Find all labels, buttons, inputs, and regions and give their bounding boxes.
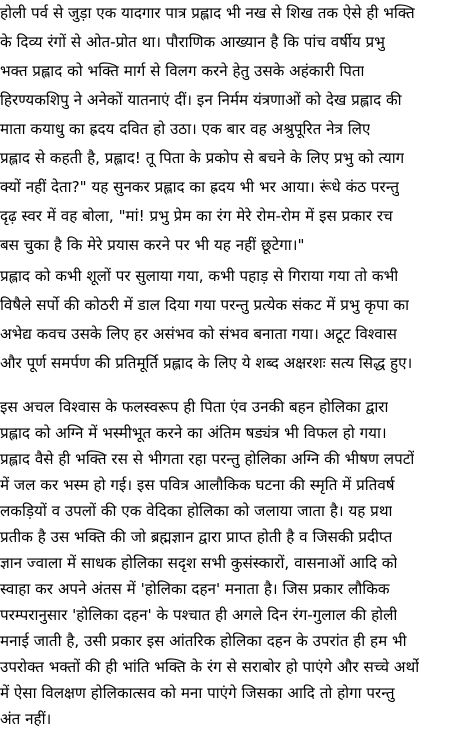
text-line: भक्त प्रह्लाद को भक्ति मार्ग से विलग करने हेतु उसके अहंकारी पिता	[0, 62, 365, 80]
text-line: क्यों नहीं देता?" यह सुनकर प्रह्लाद का ह्रदय भी भर आया। रूंधे कंठ परन्तु	[0, 178, 400, 196]
text-line: प्रह्लाद से कहती है, प्रह्लाद! तू पिता के प्रकोप से बचने के लिए प्रभु को त्याग	[0, 149, 405, 167]
text-line: ज्ञान ज्वाला में साधक होलिका सदृश सभी कुसंस्कारों, वासनाओं आदि को	[0, 554, 398, 572]
text-line: लकड़ियों व उपलों की एक वेदिका होलिका को जलाया जाता है। यह प्रथा	[0, 502, 393, 520]
text-line: माता कयाधु का ह्रदय दवित हो उठा। एक बार वह अश्रुपूरित नेत्र लिए	[0, 120, 371, 138]
text-line: मनाई जाती है, उसी प्रकार इस आंतरिक होलिका दहन के उपरांत ही हम भी	[0, 632, 407, 650]
text-line: और पूर्ण समर्पण की प्रतिमूर्ति प्रह्लाद के लिए ये शब्द अक्षरशः सत्य सिद्ध हुए।	[0, 354, 413, 372]
text-line: विषैले सर्पो की कोठरी में डाल दिया गया परन्तु प्रत्येक संकट में प्रभु कृपा का	[0, 296, 410, 314]
text-line: अंत नहीं।	[0, 710, 52, 728]
text-line: बस चुका है कि मेरे प्रयास करने पर भी यह नहीं छूटेगा।"	[0, 236, 305, 254]
text-line: प्रह्लाद वैसे ही भक्ति रस से भीगता रहा परन्तु होलिका अग्नि की भीषण लपटों	[0, 450, 415, 468]
text-line: होली पर्व से जुड़ा एक यादगार पात्र प्रह्लाद भी नख से शिख तक ऐसे ही भक्ति	[0, 4, 415, 22]
text-line: प्रतीक है उस भक्ति की जो ब्रह्मज्ञान द्वारा प्राप्त होती है व जिसकी प्रदीप्त	[0, 528, 393, 546]
text-line: परम्परानुसार 'होलिका दहन' के पश्चात ही अगले दिन रंग-गुलाल की होली	[0, 606, 398, 624]
text-line: उपरोक्त भक्तों की ही भांति भक्ति के रंग से सराबोर हो पाएंगे और सच्चे अर्थो	[0, 658, 420, 676]
text-line: इस अचल विश्वास के फलस्वरूप ही पिता एंव उनकी बहन होलिका द्वारा	[0, 398, 389, 416]
text-line: हिरण्यकशिपु ने अनेकों यातनाएं दीं। इन निर्मम यंत्रणाओं को देख प्रह्लाद की	[0, 91, 402, 109]
text-line: प्रह्लाद को अग्नि में भस्मीभूत करने का अंतिम षड्यंत्र भी विफल हो गया।	[0, 424, 387, 442]
text-line: अभेद्य कवच उसके लिए हर असंभव को संभव बनाता गया। अटूट विश्वास	[0, 325, 397, 343]
text-line: के दिव्य रंगों से ओत-प्रोत था। पौराणिक आख्यान है कि पांच वर्षीय प्रभु	[0, 33, 385, 51]
text-line: में ऐसा विलक्षण होलिकात्सव को मना पाएंगे जिसका आदि तो होगा परन्तु	[0, 684, 395, 702]
text-line: दृढ़ स्वर में वह बोला, "मां! प्रभु प्रेम का रंग मेरे रोम-रोम में इस प्रकार रच	[0, 207, 393, 225]
text-line: प्रह्लाद को कभी शूलों पर सुलाया गया, कभी पहाड़ से गिराया गया तो कभी	[0, 267, 399, 285]
text-line: में जल कर भस्म हो गई। इस पवित्र आलौकिक घटना की स्मृति में प्रतिवर्ष	[0, 476, 395, 494]
text-line: स्वाहा कर अपने अंतस में 'होलिका दहन' मनाता है। जिस प्रकार लौकिक	[0, 580, 390, 598]
